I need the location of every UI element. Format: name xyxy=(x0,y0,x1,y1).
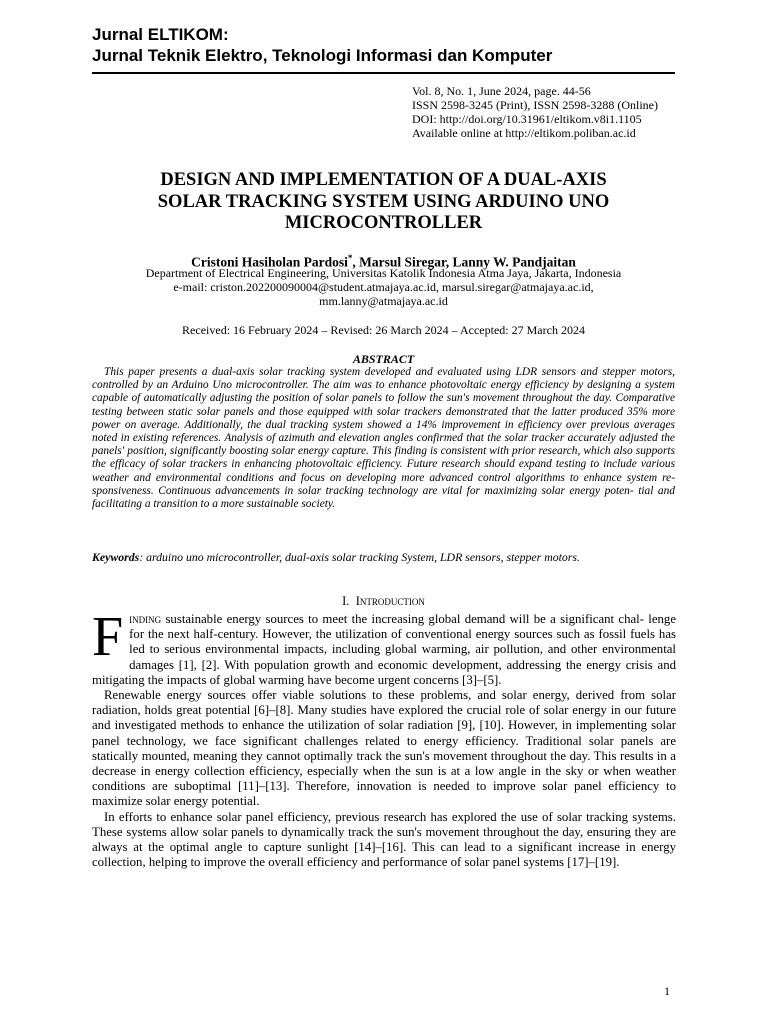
section-heading-introduction xyxy=(92,594,675,609)
abstract-heading: ABSTRACT xyxy=(352,352,415,366)
submission-dates: Received: 16 February 2024 – Revised: 26 March 2024 – Accepted: 27 March 2024 xyxy=(182,323,585,337)
keywords-label: Keywords xyxy=(92,550,140,564)
volume-info: Vol. 8, No. 1, June 2024, page. 44-56 xyxy=(412,84,591,98)
keywords xyxy=(92,550,675,564)
title-line-1: DESIGN AND IMPLEMENTATION OF A DUAL-AXIS xyxy=(160,170,607,190)
issn-info: ISSN 2598-3245 (Print), ISSN 2598-3288 (Online) xyxy=(412,98,658,112)
paper-title xyxy=(92,170,675,235)
introduction-body xyxy=(92,606,676,870)
publication-meta xyxy=(412,84,712,140)
department: Department of Electrical Engineering, Universitas Katolik Indonesia Atma Jaya, Jakarta, Indonesia xyxy=(145,266,622,280)
title-line-3: MICROCONTROLLER xyxy=(284,213,483,233)
intro-paragraph-3: In efforts to enhance solar panel efficiency, previous research has explored the use of solar tracking systems. These systems allow solar panels to dynamically track the sun's movement throughout the day, ensuring they are always at the optimal angle to capture sunlight [14]–[16]. This can lead to a significant increase in energy collection, helping to improve the overall efficiency and performance of solar panel systems [17]–[19]. xyxy=(92,809,676,870)
journal-header xyxy=(92,24,682,66)
header-rule xyxy=(92,72,675,74)
available-online-link[interactable]: Available online at http://eltikom.poliban.ac.id xyxy=(412,126,636,140)
affiliation xyxy=(92,266,675,308)
section-number: I. xyxy=(342,594,350,608)
journal-name: Jurnal ELTIKOM: xyxy=(92,25,229,44)
abstract-text: This paper presents a dual-axis solar tracking system developed and evaluated using LDR sensors and stepper motors, controlled by an Arduino Uno microcontroller. The aim was to enhance photovoltaic energy efficiency by designing a system capable of automatically adjusting the position of solar panels to follow the sun's movement throughout the day. Comparative testing between static solar panels and those equipped with solar trackers demonstrated that the latter produced 35% more power on average. Additionally, the dual tracking system showed a 14% improvement in efficiency over previous averages noted in existing references. Analysis of azimuth and elevation angles confirmed that the solar tracker accurately adjusted the panels' position, significantly boosting solar energy capture. This finding is consistent with prior research, which also supports the efficacy of solar trackers in enhancing photovoltaic efficiency. Future research should expand testing to include various weather and environmental conditions and focus on developing more advanced control algorithms to enhance system re- sponsiveness. Continuous advancements in solar tracking technology are vital for maximizing solar energy poten- tial and facilitating a transition to a more sustainable society. xyxy=(92,366,675,511)
doi-link[interactable]: DOI: http://doi.org/10.31961/eltikom.v8i1.1105 xyxy=(412,112,642,126)
corresponding-author-mark: * xyxy=(347,253,353,263)
section-title: Introduction xyxy=(355,594,425,608)
intro-paragraph-1-text: sustainable energy sources to meet the increasing global demand will be a significant chal- lenge for the next half-century. However, the utilization of conventional energy sources such as fossil fuels has led to serious environmental impacts, including global warming, air pollution, and other environmental damages [1], [2]. With population growth and economic development, addressing the energy crisis and mitigating the impacts of global warming have become urgent concerns [3]–[5]. xyxy=(92,612,676,687)
other-authors: , Marsul Siregar, Lanny W. Pandjaitan xyxy=(352,254,576,270)
lead-word: inding xyxy=(129,612,162,626)
keywords-list: : arduino uno microcontroller, dual-axis solar tracking System, LDR sensors, stepper motors. xyxy=(139,550,580,564)
intro-paragraph-2: Renewable energy sources offer viable solutions to these problems, and solar energy, derived from solar radiation, holds great potential [6]–[8]. Many studies have explored the crucial role of solar energy in our future and investigated methods to enhance the utilization of solar radiation [9], [10]. However, in implementing solar panel technology, we face significant challenges related to energy efficiency. Traditional solar panels are statically mounted, meaning they cannot optimally track the sun's movement throughout the day. This results in a decrease in energy collection efficiency, especially when the sun is at a low angle in the sky or when weather conditions are suboptimal [11]–[13]. Therefore, innovation is needed to improve solar panel efficiency to maximize solar energy potential. xyxy=(92,688,676,809)
email-line-1: e-mail: criston.202200090004@student.atmajaya.ac.id, marsul.siregar@atmajaya.ac.id, xyxy=(173,280,594,294)
author-1: Cristoni Hasiholan Pardosi xyxy=(191,254,348,270)
email-line-2: mm.lanny@atmajaya.ac.id xyxy=(319,294,448,308)
journal-subtitle: Jurnal Teknik Elektro, Teknologi Informasi dan Komputer xyxy=(92,46,553,65)
drop-cap: F xyxy=(92,606,124,668)
page-number: 1 xyxy=(664,984,670,998)
intro-paragraph-1 xyxy=(92,606,676,688)
title-line-2: SOLAR TRACKING SYSTEM USING ARDUINO UNO xyxy=(157,191,610,212)
